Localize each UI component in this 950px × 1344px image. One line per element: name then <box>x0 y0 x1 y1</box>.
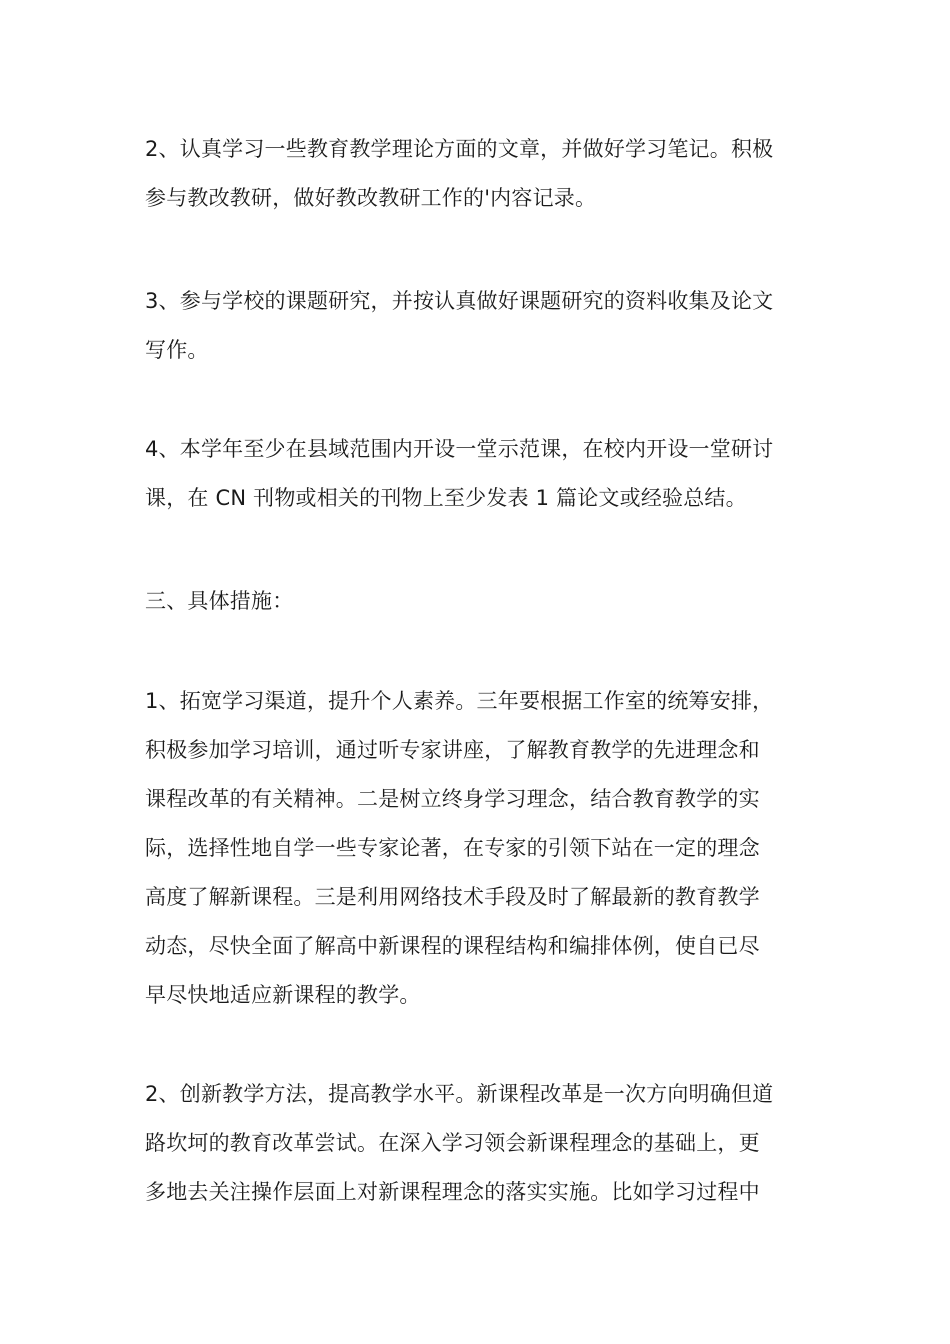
paragraph-goal-4 <box>145 425 810 523</box>
text-line: 课程改革的有关精神。二是树立终身学习理念，结合教育教学的实 <box>145 787 760 811</box>
text-line: 动态，尽快全面了解高中新课程的课程结构和编排体例，使自已尽 <box>145 934 760 958</box>
paragraph-goal-2 <box>145 125 810 223</box>
paragraph-goal-3 <box>145 277 810 375</box>
paragraph-measure-2 <box>145 1070 810 1217</box>
text-line: 写作。 <box>145 338 209 362</box>
text-line: 2、认真学习一些教育教学理论方面的文章，并做好学习笔记。积极 <box>145 137 774 161</box>
text-line: 多地去关注操作层面上对新课程理念的落实实施。比如学习过程中 <box>145 1180 760 1204</box>
text-line: 际，选择性地自学一些专家论著，在专家的引领下站在一定的理念 <box>145 836 760 860</box>
text-line: 高度了解新课程。三是利用网络技术手段及时了解最新的教育教学 <box>145 885 760 909</box>
section-heading-measures <box>145 577 810 626</box>
text-line: 路坎坷的教育改革尝试。在深入学习领会新课程理念的基础上，更 <box>145 1131 760 1155</box>
paragraph-measure-1 <box>145 677 810 1020</box>
section-heading-text: 三、具体措施： <box>145 589 294 613</box>
text-line: 4、本学年至少在县域范围内开设一堂示范课，在校内开设一堂研讨 <box>145 437 774 461</box>
text-line: 积极参加学习培训，通过听专家讲座，了解教育教学的先进理念和 <box>145 738 760 762</box>
text-line: 早尽快地适应新课程的教学。 <box>145 983 421 1007</box>
text-line: 课，在 CN 刊物或相关的刊物上至少发表 1 篇论文或经验总结。 <box>145 486 747 510</box>
text-line: 3、参与学校的课题研究，并按认真做好课题研究的资料收集及论文 <box>145 289 774 313</box>
text-line: 1、拓宽学习渠道，提升个人素养。三年要根据工作室的统筹安排， <box>145 689 774 713</box>
text-line: 参与教改教研，做好教改教研工作的'内容记录。 <box>145 186 597 210</box>
text-line: 2、创新教学方法，提高教学水平。新课程改革是一次方向明确但道 <box>145 1082 774 1106</box>
